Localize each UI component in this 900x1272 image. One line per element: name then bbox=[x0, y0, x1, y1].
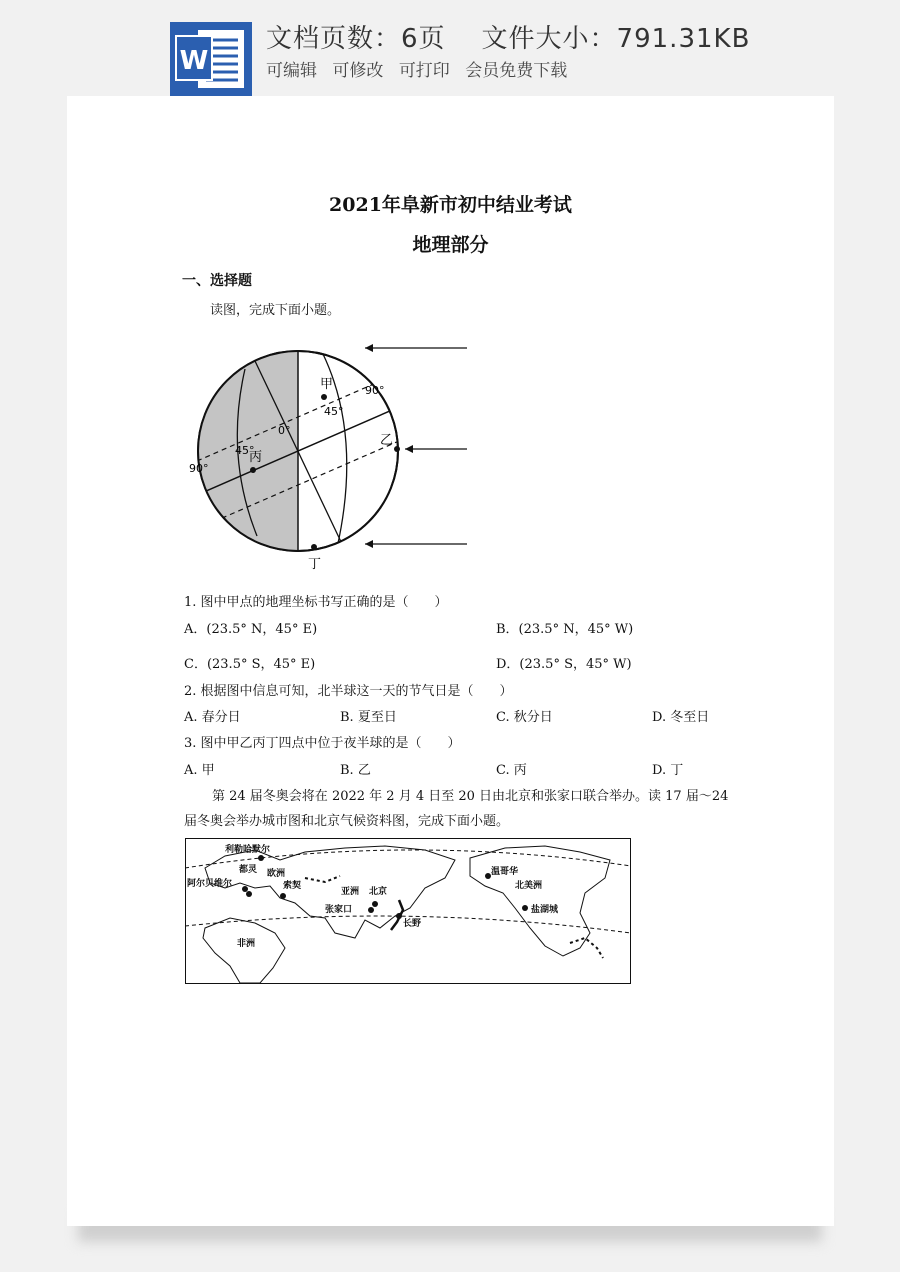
q1-option-b: B．(23.5° N，45° W) bbox=[496, 622, 634, 637]
label-0-deg: 0° bbox=[278, 424, 291, 437]
city-lillehammer bbox=[258, 855, 264, 861]
q1-option-c: C．(23.5° S，45° E) bbox=[184, 657, 316, 672]
point-jia bbox=[321, 394, 327, 400]
word-document-icon bbox=[170, 22, 252, 96]
svg-text:北京: 北京 bbox=[369, 887, 388, 897]
q3-option-c: C. 丙 bbox=[496, 763, 527, 778]
svg-text:北美洲: 北美洲 bbox=[515, 881, 543, 891]
label-jia: 甲 bbox=[320, 377, 334, 392]
label-90-top: 90° bbox=[365, 384, 385, 397]
section-heading: 一、选择题 bbox=[182, 273, 252, 289]
svg-text:盐湖城: 盐湖城 bbox=[531, 905, 559, 915]
svg-text:非洲: 非洲 bbox=[237, 939, 256, 949]
svg-text:温哥华: 温哥华 bbox=[491, 867, 519, 877]
download-header bbox=[0, 0, 900, 100]
svg-text:都灵: 都灵 bbox=[239, 865, 258, 875]
q3-option-d: D. 丁 bbox=[652, 763, 684, 778]
label-ding: 丁 bbox=[308, 557, 322, 572]
feature-member-download: 会员免费下载 bbox=[465, 61, 568, 81]
svg-text:阿尔贝维尔: 阿尔贝维尔 bbox=[187, 879, 233, 889]
point-yi bbox=[394, 446, 400, 452]
label-45-top: 45° bbox=[324, 405, 344, 418]
document-title: 2021年阜新市初中结业考试 bbox=[329, 194, 572, 216]
q2-option-d: D. 冬至日 bbox=[652, 710, 710, 725]
point-ding bbox=[311, 544, 317, 550]
svg-text:索契: 索契 bbox=[283, 881, 302, 891]
city-sochi bbox=[280, 893, 286, 899]
feature-printable: 可打印 bbox=[398, 61, 450, 81]
question-1: 1. 图中甲点的地理坐标书写正确的是（ ） bbox=[184, 595, 448, 610]
feature-editable: 可编辑 bbox=[266, 61, 317, 81]
q3-option-b: B. 乙 bbox=[340, 763, 371, 778]
feature-modifiable: 可修改 bbox=[332, 61, 384, 81]
point-bing bbox=[250, 467, 256, 473]
intro-text: 读图，完成下面小题。 bbox=[210, 303, 341, 318]
q2-option-a: A. 春分日 bbox=[184, 710, 241, 725]
document-subtitle: 地理部分 bbox=[412, 234, 489, 256]
city-nagano bbox=[396, 913, 402, 919]
label-45-left: 45° bbox=[235, 444, 255, 457]
svg-text:利勒哈默尔: 利勒哈默尔 bbox=[225, 845, 271, 855]
city-beijing bbox=[372, 901, 378, 907]
city-albertville bbox=[242, 886, 248, 892]
file-info bbox=[266, 18, 750, 55]
winter-olympics-host-city-map bbox=[185, 838, 631, 984]
svg-text:欧洲: 欧洲 bbox=[267, 869, 286, 879]
svg-text:亚洲: 亚洲 bbox=[341, 887, 360, 897]
q2-option-c: C. 秋分日 bbox=[496, 710, 553, 725]
feature-list bbox=[266, 56, 577, 81]
label-bing: 丙 bbox=[249, 450, 263, 465]
question-2: 2. 根据图中信息可知，北半球这一天的节气日是（ ） bbox=[184, 684, 513, 699]
city-zhangjiakou bbox=[368, 907, 374, 913]
page-count: 文档页数：6页 bbox=[266, 24, 446, 54]
svg-text:W: W bbox=[179, 46, 209, 76]
passage-line-2: 届冬奥会举办城市图和北京气候资料图，完成下面小题。 bbox=[184, 814, 510, 829]
question-3: 3. 图中甲乙丙丁四点中位于夜半球的是（ ） bbox=[184, 736, 461, 751]
city-salt-lake bbox=[522, 905, 528, 911]
globe-illumination-diagram bbox=[187, 336, 487, 576]
q1-option-d: D．(23.5° S，45° W) bbox=[496, 657, 632, 672]
passage-line-1: 第 24 届冬奥会将在 2022 年 2 月 4 日至 20 日由北京和张家口联合举办。读 17 届～24 bbox=[212, 789, 729, 804]
q2-option-b: B. 夏至日 bbox=[340, 710, 397, 725]
svg-text:张家口: 张家口 bbox=[325, 905, 353, 915]
city-turin bbox=[246, 891, 252, 897]
document-page bbox=[67, 96, 834, 1226]
svg-text:长野: 长野 bbox=[403, 919, 422, 929]
label-90-left: 90° bbox=[189, 462, 209, 475]
q3-option-a: A. 甲 bbox=[184, 763, 215, 778]
label-yi: 乙 bbox=[380, 433, 394, 448]
file-size: 文件大小：791.31KB bbox=[481, 24, 751, 54]
q1-option-a: A．(23.5° N，45° E) bbox=[184, 622, 318, 637]
